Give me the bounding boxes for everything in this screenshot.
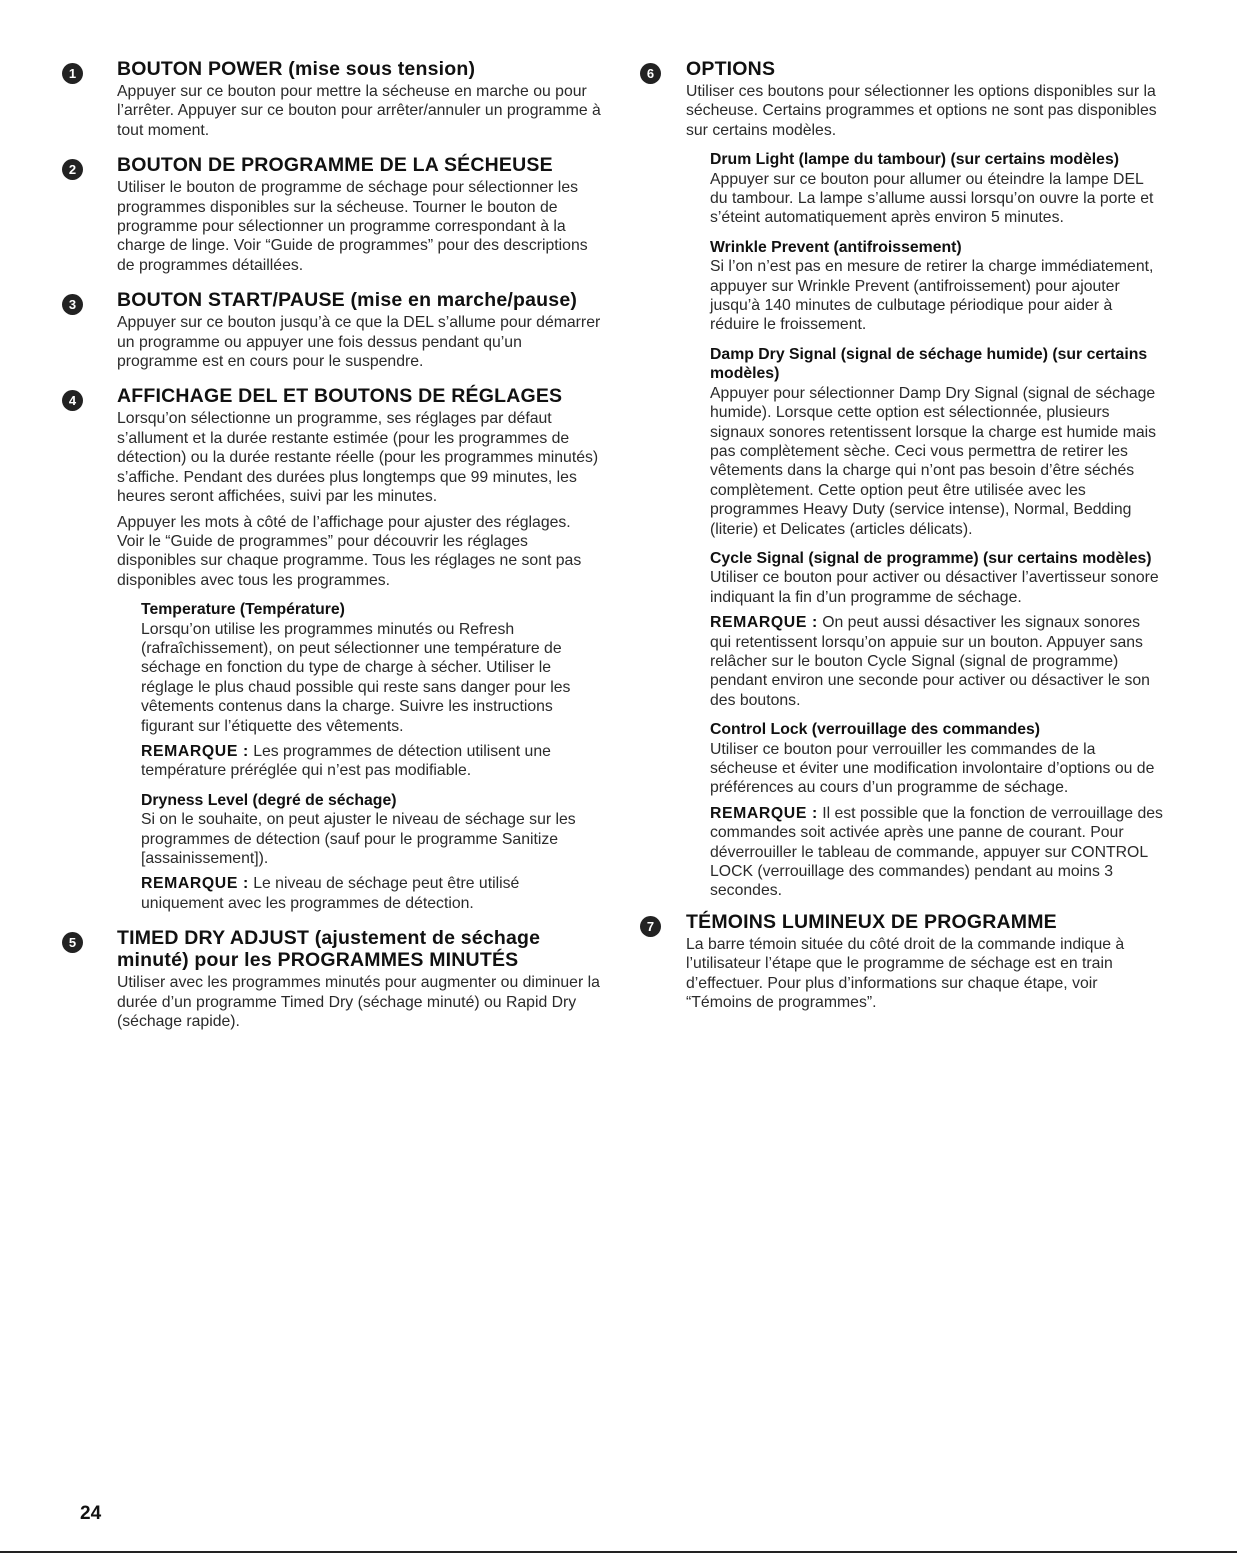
section-body: Utiliser ces boutons pour sélectionner les options disponibles sur la sécheuse. Certains programmes et options ne sont pas disponibles sur certains modèles.	[686, 83, 1157, 139]
number-badge: 7	[640, 916, 661, 937]
section-heading: TIMED DRY ADJUST (ajustement de séchage minuté) pour les PROGRAMMES MINUTÉS	[117, 927, 541, 972]
note-text: Les programmes de détection utilisent une température préréglée qui n’est pas modifiable.	[141, 742, 551, 780]
number-badge: 1	[62, 63, 83, 84]
subsection-wrinkle-prevent	[710, 238, 1165, 335]
number-badge: 2	[62, 159, 83, 180]
section-cycle-knob	[62, 154, 602, 275]
subsection-heading: Control Lock (verrouillage des commandes)	[710, 721, 1041, 739]
subsection-heading: Wrinkle Prevent (antifroissement)	[710, 238, 962, 256]
section-cycle-status-lights	[640, 911, 1165, 1013]
subsection-cycle-signal	[710, 549, 1165, 710]
note	[710, 804, 1165, 901]
section-heading: BOUTON DE PROGRAMME DE LA SÉCHEUSE	[117, 154, 553, 177]
subsection-control-lock	[710, 720, 1165, 901]
number-badge: 4	[62, 390, 83, 411]
note-label: REMARQUE :	[710, 804, 818, 822]
subsection-heading: Dryness Level (degré de séchage)	[141, 791, 397, 809]
subsection-dryness	[141, 791, 602, 913]
subsection-group	[117, 600, 602, 913]
section-heading: TÉMOINS LUMINEUX DE PROGRAMME	[686, 910, 1057, 933]
left-column	[62, 58, 602, 1045]
subsection-body: Appuyer sur ce bouton pour allumer ou éteindre la lampe DEL du tambour. La lampe s’allume aussi lorsqu’on ouvre la porte et s’éteint automatiquement après environ 5 minutes.	[710, 170, 1154, 227]
section-heading: BOUTON START/PAUSE (mise en marche/pause)	[117, 289, 578, 312]
subsection-body: Utiliser ce bouton pour activer ou désactiver l’avertisseur sonore indiquant la fin d’un programme de séchage.	[710, 569, 1159, 606]
section-body: La barre témoin située du côté droit de la commande indique à l’utilisateur l’étape que le programme de séchage est en train d’effectuer. Pour plus d’informations sur chaque étape, voir “Témoins de programmes”.	[686, 935, 1125, 1012]
footer-rule	[0, 1551, 1237, 1553]
subsection-heading: Cycle Signal (signal de programme) (sur certains modèles)	[710, 549, 1152, 567]
section-body: Utiliser le bouton de programme de séchage pour sélectionner les programmes disponibles sur la sécheuse. Tourner le bouton de programme pour sélectionner un programme correspondant à la charge de linge. Voir “Guide de programmes” pour des descriptions de programmes détaillées.	[117, 179, 588, 274]
subsection-body: Si on le souhaite, on peut ajuster le niveau de séchage sur les programmes de détection (sauf pour le programme Sanitize [assainissement]).	[141, 811, 576, 867]
section-body: Lorsqu’on sélectionne un programme, ses réglages par défaut s’allument et la durée restante estimée (pour les programmes de détection) ou la durée restante réelle (pour les programmes minutés) s’affiche. Pendant des durées plus longtemps que 99 minutes, les heures seront affichées, suivi par les minutes.	[117, 410, 599, 506]
note-text: On peut aussi désactiver les signaux sonores qui retentissent lorsqu’on appuie sur un bouton. Appuyer sans relâcher sur le bouton Cycle Signal (signal de programme) pendant environ une seconde pour activer ou désactiver le son des boutons.	[710, 614, 1150, 709]
options-subsections	[640, 150, 1165, 901]
page-number: 24	[80, 1503, 102, 1524]
note-label: REMARQUE :	[710, 614, 818, 632]
subsection-heading: Drum Light (lampe du tambour) (sur certains modèles)	[710, 151, 1120, 169]
section-body: Utiliser avec les programmes minutés pour augmenter ou diminuer la durée d’un programme Timed Dry (séchage minuté) ou Rapid Dry (séchage rapide).	[117, 974, 600, 1031]
subsection-body: Appuyer pour sélectionner Damp Dry Signal (signal de séchage humide). Lorsque cette option est sélectionnée, plusieurs signaux sonores retentissent lorsque la charge est humide mais pas complètement sèche. Ceci vous permettra de retirer les vêtements dans la charge qui n’ont pas besoin d’être séchés complètement. Cette option peut être utilisée avec les programmes Heavy Duty (service intense), Normal, Bedding (literie) et Delicates (articles délicats).	[710, 384, 1157, 538]
note-text: Le niveau de séchage peut être utilisé uniquement avec les programmes de détection.	[141, 875, 520, 912]
note-label: REMARQUE :	[141, 875, 249, 893]
section-body: Appuyer sur ce bouton pour mettre la sécheuse en marche ou pour l’arrêter. Appuyer sur ce bouton pour arrêter/annuler un programme à tout moment.	[117, 83, 601, 139]
note	[141, 742, 602, 781]
section-start-pause	[62, 289, 602, 371]
section-heading: BOUTON POWER (mise sous tension)	[117, 58, 476, 80]
note	[141, 874, 602, 913]
subsection-damp-dry-signal	[710, 345, 1165, 539]
subsection-body: Utiliser ce bouton pour verrouiller les commandes de la sécheuse et éviter une modification involontaire d’options ou de préférences au cours d’un programme de séchage.	[710, 740, 1155, 797]
number-badge: 6	[640, 63, 661, 84]
section-body: Appuyer sur ce bouton jusqu’à ce que la DEL s’allume pour démarrer un programme ou appuyer une fois dessus pendant qu’un programme est en cours pour le suspendre.	[117, 314, 601, 371]
subsection-body: Si l’on n’est pas en mesure de retirer la charge immédiatement, appuyer sur Wrinkle Prevent (antifroissement) pour ajouter jusqu’à 140 minutes de culbutage périodique pour aider à réduire le froissement.	[710, 258, 1154, 334]
note	[710, 613, 1165, 710]
section-options	[640, 58, 1165, 140]
number-badge: 3	[62, 294, 83, 315]
section-display-settings	[62, 385, 602, 913]
section-power-button	[62, 58, 602, 140]
subsection-temperature	[141, 600, 602, 781]
subsection-body: Lorsqu’on utilise les programmes minutés ou Refresh (rafraîchissement), on peut sélectionner une température de séchage en fonction du type de charge à sécher. Utiliser le réglage le plus chaud possible qui reste sans danger pour les vêtements contenus dans la charge. Suivre les instructions figurant sur l’étiquette des vêtements.	[141, 620, 571, 735]
subsection-heading: Damp Dry Signal (signal de séchage humide) (sur certains modèles)	[710, 345, 1148, 383]
section-heading: OPTIONS	[686, 58, 776, 80]
note-label: REMARQUE :	[141, 742, 249, 760]
number-badge: 5	[62, 932, 83, 953]
subsection-heading: Temperature (Température)	[141, 601, 345, 619]
section-timed-dry-adjust	[62, 927, 602, 1031]
note-text: Il est possible que la fonction de verrouillage des commandes soit activée après une panne de courant. Pour déverrouiller le tableau de commande, appuyer sur CONTROL LOCK (verrouillage des commandes) pendant au moins 3 secondes.	[710, 804, 1163, 900]
section-body: Appuyer les mots à côté de l’affichage pour ajuster des réglages. Voir le “Guide de programmes” pour découvrir les réglages disponibles sur chaque programme. Tous les réglages ne sont pas disponibles avec tous les programmes.	[117, 513, 582, 589]
section-heading: AFFICHAGE DEL ET BOUTONS DE RÉGLAGES	[117, 385, 563, 408]
right-column	[640, 58, 1165, 1026]
subsection-drum-light	[710, 150, 1165, 228]
